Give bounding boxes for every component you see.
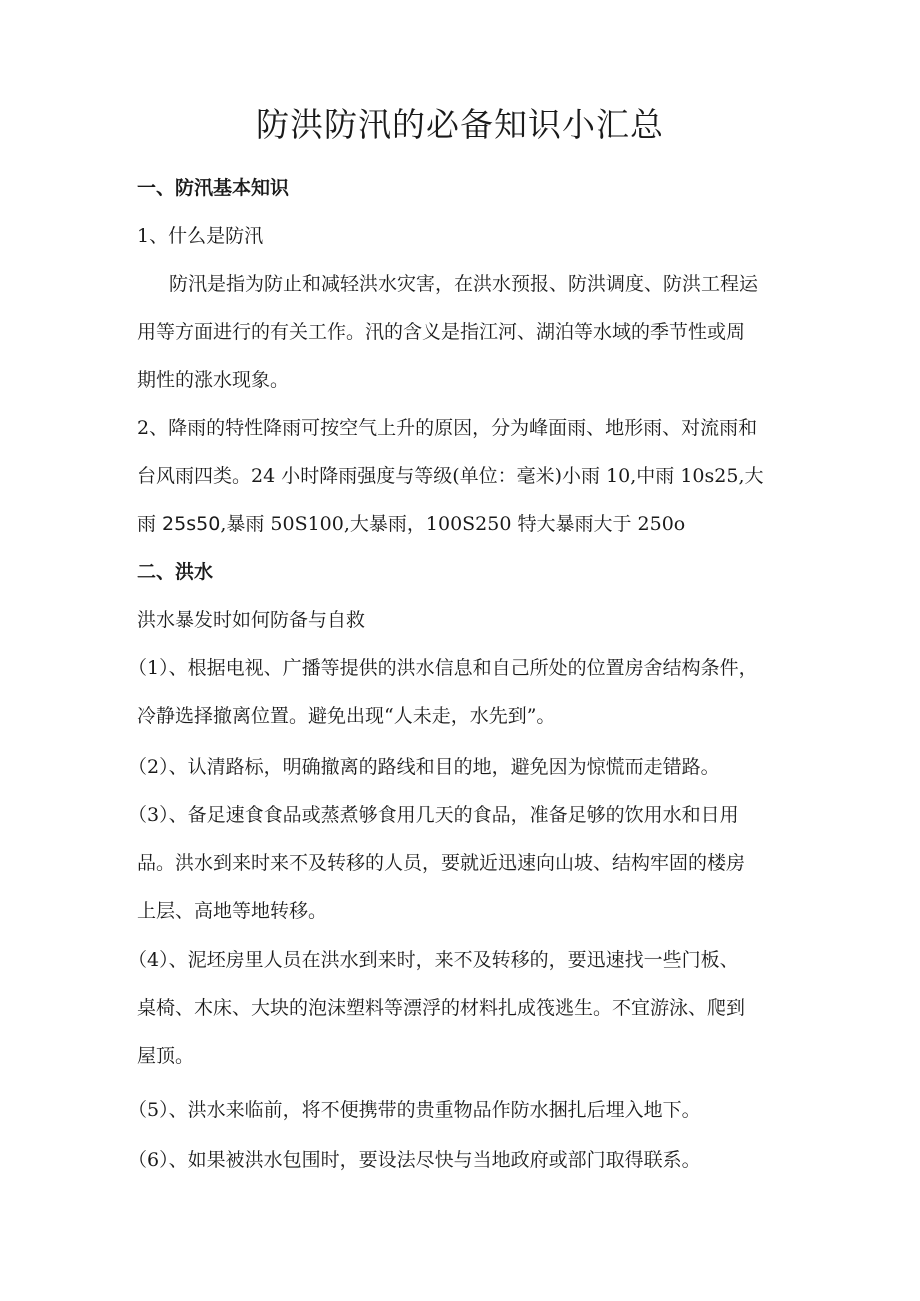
- list-item-line: （2）、认清路标，明确撤离的路线和目的地，避免因为惊慌而走错路。: [128, 756, 720, 778]
- list-item-line: （3）、备足速食食品或蒸煮够食用几天的食品，准备足够的饮用水和日用: [128, 804, 739, 826]
- list-item-line: 品。洪水到来时来不及转移的人员，要就近迅速向山坡、结构牢固的楼房: [137, 852, 746, 874]
- list-item-line: （5）、洪水来临前，将不便携带的贵重物品作防水捆扎后埋入地下。: [128, 1099, 701, 1121]
- paragraph-line: 2、降雨的特性降雨可按空气上升的原因，分为峰面雨、地形雨、对流雨和: [137, 417, 758, 439]
- text-run-sans: 25s50: [162, 513, 221, 535]
- paragraph-line: 期性的涨水现象。: [137, 369, 290, 391]
- section-heading-flood-prevention-basics: 一、防汛基本知识: [137, 177, 290, 199]
- subsection-title: 洪水暴发时如何防备与自救: [137, 609, 366, 631]
- paragraph-line: 防汛是指为防止和减轻洪水灾害，在洪水预报、防洪调度、防洪工程运: [169, 273, 759, 295]
- list-item-line: （4）、泥坯房里人员在洪水到来时，来不及转移的，要迅速找一些门板、: [128, 949, 739, 971]
- text-run: ,暴雨 50S100,大暴雨，100S250 特大暴雨大于 250o: [220, 513, 686, 535]
- item-title-what-is-flood-prevention: 1、什么是防汛: [137, 225, 264, 247]
- paragraph-line: 用等方面进行的有关工作。汛的含义是指江河、湖泊等水域的季节性或周: [137, 321, 746, 343]
- document-title: 防洪防汛的必备知识小汇总: [256, 105, 664, 144]
- list-item-line: 屋顶。: [137, 1045, 195, 1067]
- text-run: 雨: [137, 513, 163, 535]
- list-item-line: 上层、高地等地转移。: [137, 900, 328, 922]
- paragraph-line: 台风雨四类。24 小时降雨强度与等级(单位：毫米)小雨 10,中雨 10s25,大: [137, 465, 764, 487]
- list-item-line: 桌椅、木床、大块的泡沫塑料等漂浮的材料扎成筏逃生。不宜游泳、爬到: [137, 997, 746, 1019]
- list-item-line: 冷静选择撤离位置。避免出现“人未走，水先到”。: [137, 705, 556, 727]
- paragraph-line: [137, 509, 791, 539]
- section-heading-flood: 二、洪水: [137, 561, 214, 583]
- list-item-line: （1）、根据电视、广播等提供的洪水信息和自己所处的位置房舍结构条件，: [128, 657, 758, 679]
- list-item-line: （6）、如果被洪水包围时，要设法尽快与当地政府或部门取得联系。: [128, 1149, 701, 1171]
